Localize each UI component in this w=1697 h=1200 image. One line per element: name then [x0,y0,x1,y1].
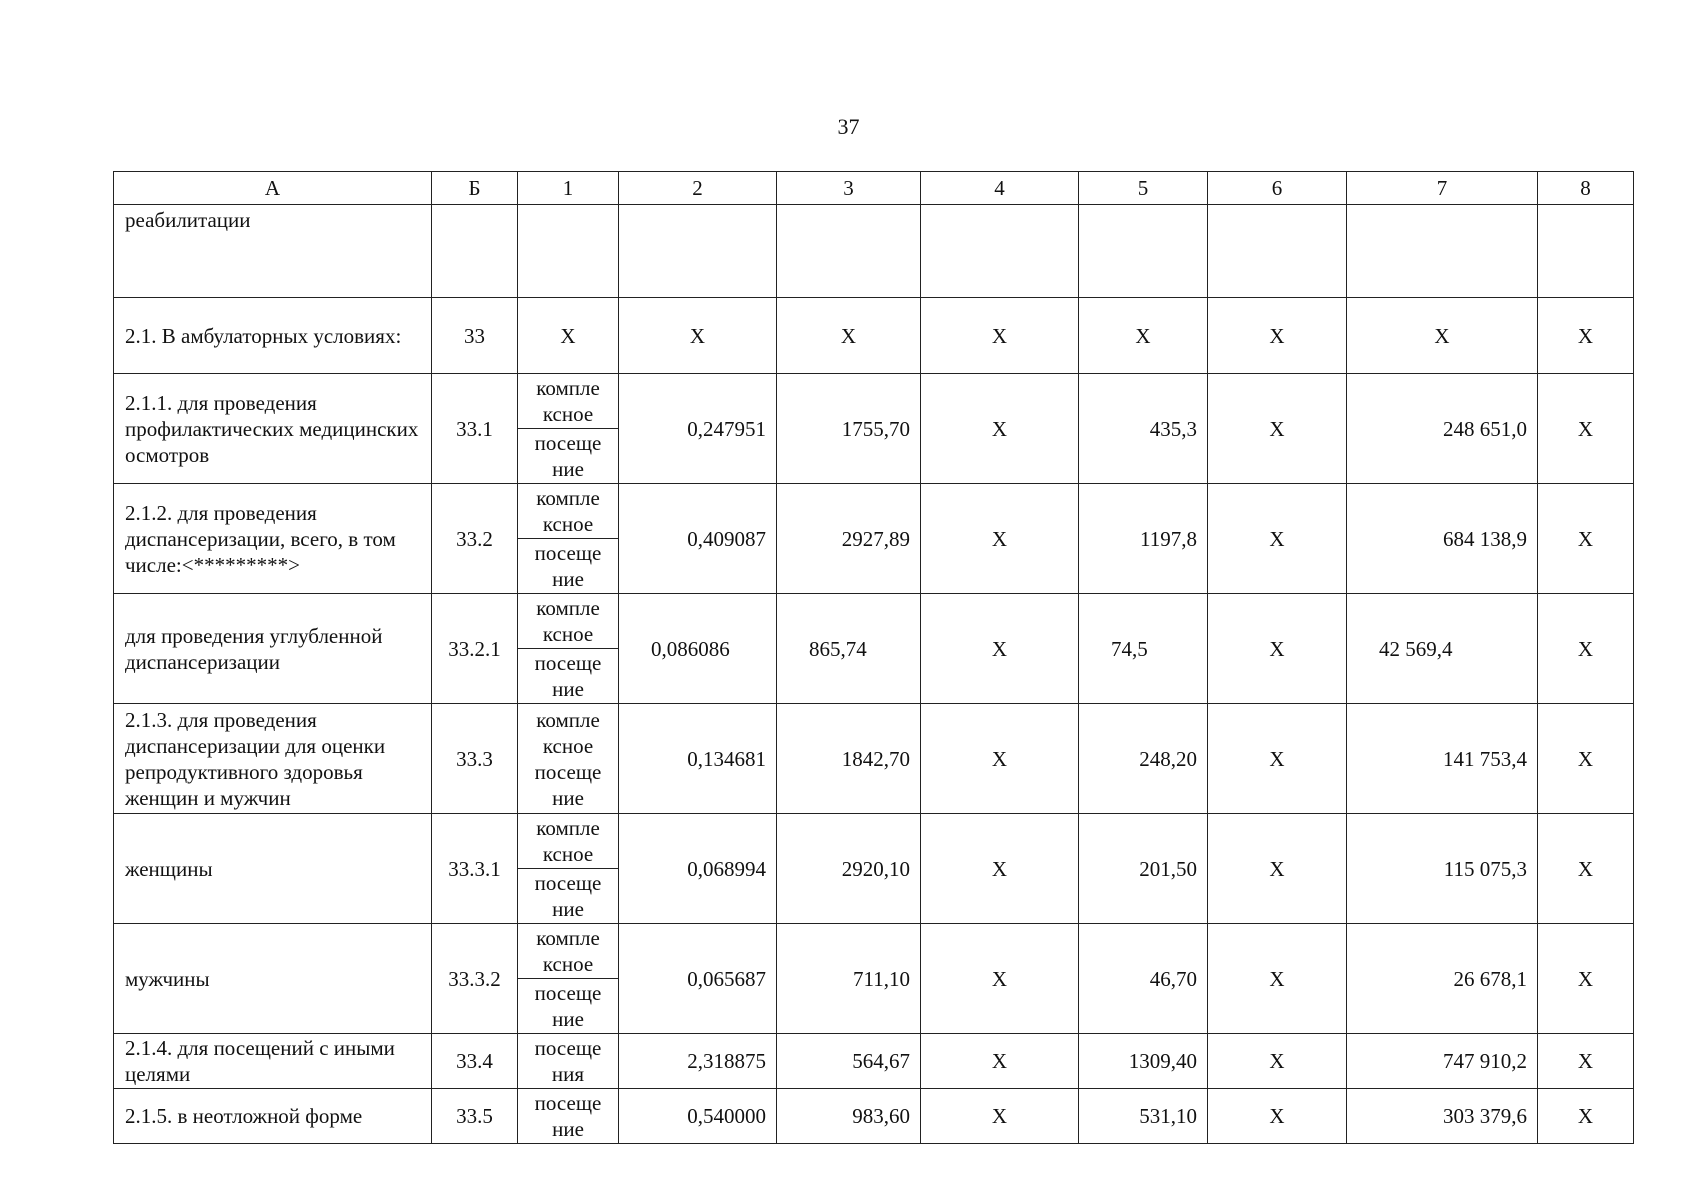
unit-text: ние [552,785,584,810]
unit-text: компле [536,376,600,400]
x-mark: X [1208,484,1347,594]
value-cell: 0,540000 [619,1089,777,1144]
x-mark: X [921,1089,1079,1144]
page-number: 37 [837,114,860,139]
table-row [114,374,1634,484]
unit-text: ние [552,1117,584,1141]
table-row [114,814,1634,924]
unit-text: посеще [534,1036,602,1060]
unit-text: ния [551,1062,585,1086]
value-cell: 865,74 [777,594,921,704]
value-cell: 248,20 [1079,704,1208,814]
header-cell: 1 [518,172,619,205]
value-cell: 711,10 [777,924,921,1034]
row-label: 2.1. В амбулаторных условиях: [114,298,432,374]
row-code: 33.3.1 [432,814,518,924]
value-cell: 303 379,6 [1347,1089,1538,1144]
row-code: 33 [432,298,518,374]
x-mark: X [1208,814,1347,924]
unit-text: посеще [534,541,602,565]
value-cell: 684 138,9 [1347,484,1538,594]
table-row [114,924,1634,1034]
x-mark: X [921,704,1079,814]
value-cell: 201,50 [1079,814,1208,924]
value-cell: 2,318875 [619,1034,777,1089]
value-cell: 564,67 [777,1034,921,1089]
unit-cell [518,1034,619,1089]
unit-text: ксное [542,842,594,866]
x-mark: X [921,1034,1079,1089]
value-cell: 2927,89 [777,484,921,594]
header-row [114,172,1634,205]
value-cell: 0,409087 [619,484,777,594]
row-label: женщины [114,814,432,924]
x-mark: X [1208,374,1347,484]
value-cell: 0,247951 [619,374,777,484]
unit-text: посеще [534,759,602,784]
unit-cell [518,1089,619,1144]
x-mark: X [1538,704,1634,814]
unit-cell [518,594,619,704]
row-code: 33.3.2 [432,924,518,1034]
unit-cell [518,924,619,1034]
unit-text: ние [552,1007,584,1031]
unit-text: посеще [534,1091,602,1115]
table-row [114,1089,1634,1144]
header-cell: 5 [1079,172,1208,205]
unit-cell [518,484,619,594]
x-mark: X [777,298,921,374]
x-mark: X [1538,484,1634,594]
unit-text: ксное [542,733,594,758]
x-mark: X [1538,1089,1634,1144]
value-cell: 983,60 [777,1089,921,1144]
unit-text: ние [552,897,584,921]
unit-text: посеще [534,651,602,675]
table-row [114,205,1634,298]
table-row [114,298,1634,374]
unit-cell [518,374,619,484]
row-code: 33.2 [432,484,518,594]
x-mark: X [1208,1089,1347,1144]
header-cell: А [114,172,432,205]
row-label: для проведения углубленной диспансеризации [114,594,432,704]
unit-text: компле [536,486,600,510]
table-row [114,594,1634,704]
x-mark: X [1208,594,1347,704]
value-cell: 74,5 [1079,594,1208,704]
header-cell: 7 [1347,172,1538,205]
x-mark: X [921,594,1079,704]
unit-text: посеще [534,871,602,895]
row-label: 2.1.4. для посещений с иными целями [114,1034,432,1089]
row-label: 2.1.5. в неотложной форме [114,1089,432,1144]
x-mark: X [1208,298,1347,374]
x-mark: X [921,814,1079,924]
row-code: 33.5 [432,1089,518,1144]
unit-text: ксное [542,622,594,646]
table-row [114,1034,1634,1089]
row-code: 33.1 [432,374,518,484]
x-mark: X [921,374,1079,484]
x-mark: X [1538,1034,1634,1089]
value-cell: 531,10 [1079,1089,1208,1144]
x-mark: X [1208,1034,1347,1089]
value-cell: 1309,40 [1079,1034,1208,1089]
x-mark: X [921,924,1079,1034]
x-mark: X [921,298,1079,374]
header-cell: Б [432,172,518,205]
value-cell: 435,3 [1079,374,1208,484]
header-cell: 4 [921,172,1079,205]
x-mark: X [619,298,777,374]
unit-text: компле [536,926,600,950]
unit-text: ние [552,677,584,701]
x-mark: X [1538,924,1634,1034]
value-cell: 2920,10 [777,814,921,924]
row-code: 33.3 [432,704,518,814]
value-cell: 1842,70 [777,704,921,814]
unit-cell [518,704,619,814]
row-code: 33.4 [432,1034,518,1089]
row-label: реабилитации [114,205,432,298]
row-label: 2.1.3. для проведения диспансеризации для оценки репродуктивного здоровья женщин и мужчин [114,704,432,814]
value-cell: 46,70 [1079,924,1208,1034]
x-mark: X [1208,704,1347,814]
x-mark: X [921,484,1079,594]
x-mark: X [1208,924,1347,1034]
value-cell: 747 910,2 [1347,1034,1538,1089]
row-label: мужчины [114,924,432,1034]
value-cell: 1197,8 [1079,484,1208,594]
header-cell: 8 [1538,172,1634,205]
unit-text: компле [536,816,600,840]
header-cell: 6 [1208,172,1347,205]
value-cell: 248 651,0 [1347,374,1538,484]
x-mark: X [1538,594,1634,704]
x-mark: X [1347,298,1538,374]
row-label: 2.1.2. для проведения диспансеризации, всего, в том числе:<*********> [114,484,432,594]
unit-cell [518,814,619,924]
unit-text: ксное [542,952,594,976]
unit-text: ксное [542,402,594,426]
table-row [114,704,1634,814]
x-mark: X [1538,374,1634,484]
unit-text: ксное [542,512,594,536]
header-cell: 3 [777,172,921,205]
x-mark: X [1079,298,1208,374]
x-mark: X [1538,298,1634,374]
value-cell: 0,065687 [619,924,777,1034]
value-cell: 0,086086 [619,594,777,704]
value-cell: 0,068994 [619,814,777,924]
table-row [114,484,1634,594]
value-cell: 0,134681 [619,704,777,814]
value-cell: 42 569,4 [1347,594,1538,704]
row-label: 2.1.1. для проведения профилактических медицинских осмотров [114,374,432,484]
value-cell: 141 753,4 [1347,704,1538,814]
unit-text: компле [536,707,600,732]
unit-text: ние [552,567,584,591]
unit-text: посеще [534,981,602,1005]
value-cell: 115 075,3 [1347,814,1538,924]
unit-text: ние [552,457,584,481]
x-mark: X [1538,814,1634,924]
unit-text: компле [536,596,600,620]
header-cell: 2 [619,172,777,205]
value-cell: 1755,70 [777,374,921,484]
row-code: 33.2.1 [432,594,518,704]
value-cell: 26 678,1 [1347,924,1538,1034]
data-table [113,171,1634,1144]
unit-text: посеще [534,431,602,455]
x-mark: X [518,298,619,374]
